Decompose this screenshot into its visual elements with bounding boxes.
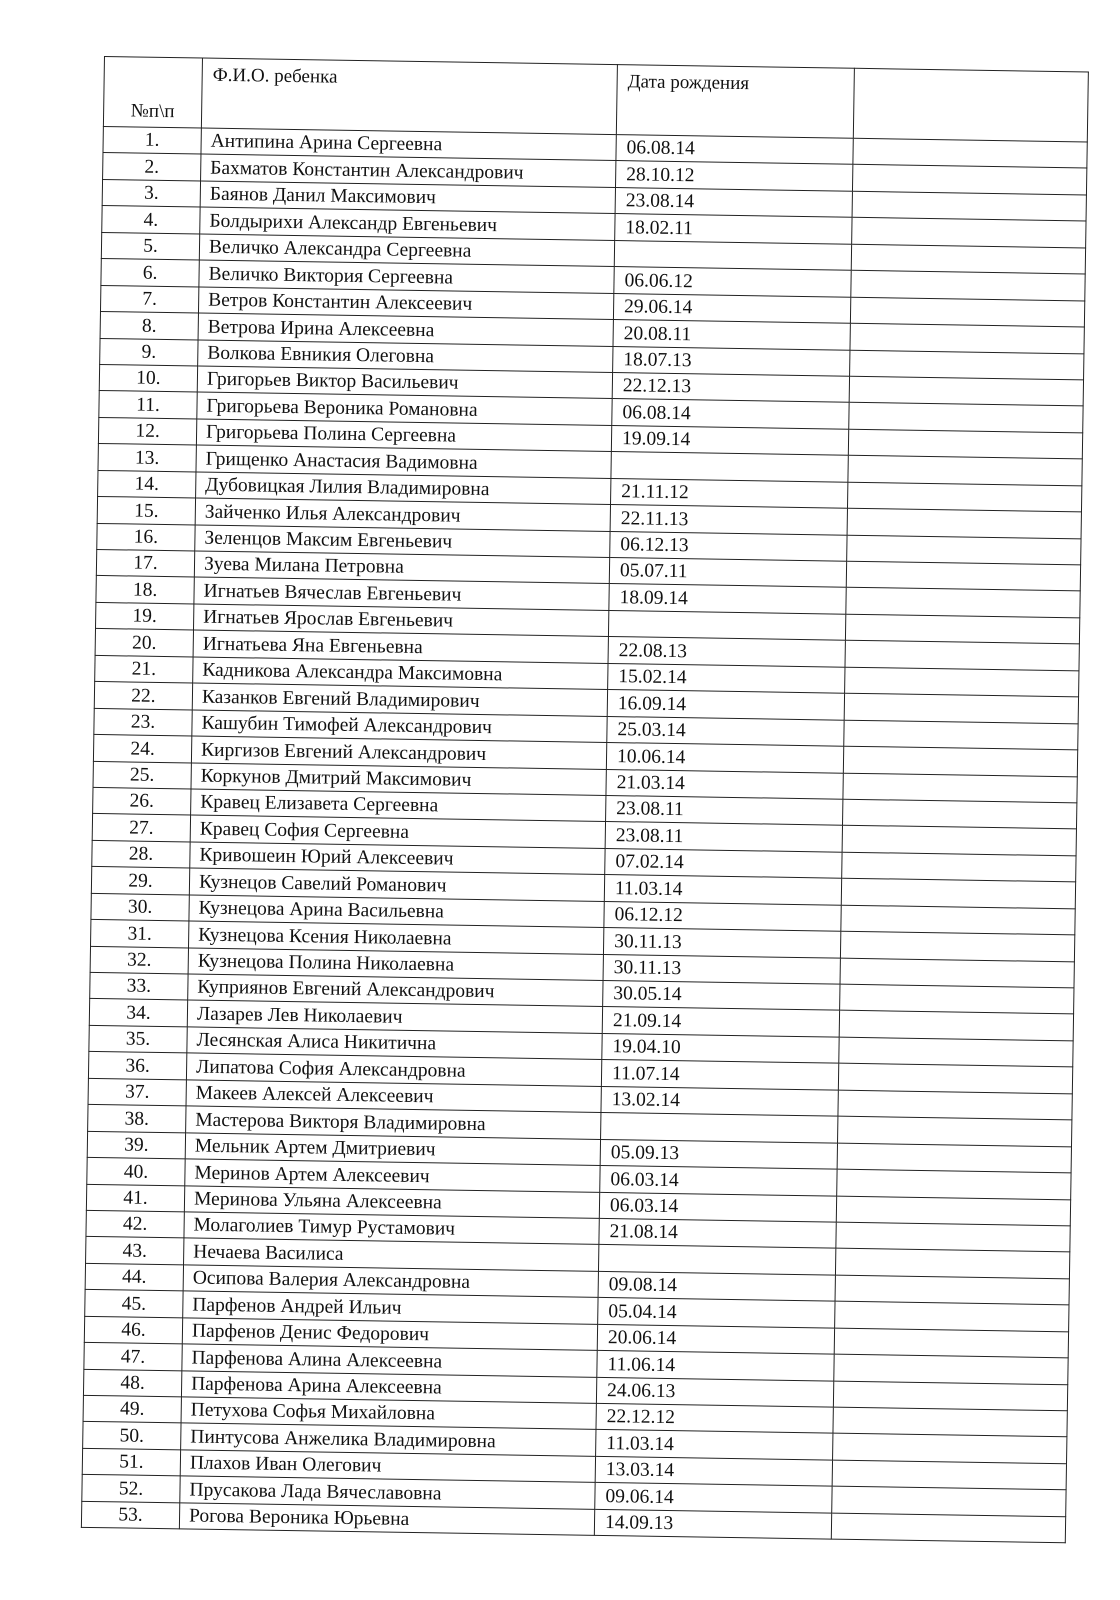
birth-date: 21.03.14 — [606, 769, 843, 799]
child-name: Антипина Арина Сергеевна — [201, 128, 616, 161]
row-number: 19. — [96, 602, 194, 630]
birth-date: 23.08.14 — [615, 187, 852, 217]
empty-cell — [852, 191, 1086, 221]
row-number: 8. — [100, 312, 198, 340]
child-name: Кузнецова Арина Васильевна — [189, 895, 604, 928]
empty-cell — [835, 1301, 1069, 1331]
child-name: Величко Виктория Сергеевна — [199, 260, 614, 293]
empty-cell — [842, 852, 1076, 882]
birth-date: 13.02.14 — [601, 1086, 838, 1116]
row-number: 46. — [84, 1316, 182, 1344]
empty-cell — [833, 1434, 1067, 1464]
birth-date: 10.06.14 — [606, 743, 843, 773]
child-name: Петухова Софья Михайловна — [181, 1397, 596, 1430]
child-name: Ветров Константин Алексеевич — [198, 287, 613, 320]
child-name: Дубовицкая Лилия Владимировна — [196, 472, 611, 505]
birth-date: 22.12.13 — [612, 372, 849, 402]
birth-date: 30.11.13 — [603, 928, 840, 958]
row-number: 5. — [101, 232, 199, 260]
scanned-sheet — [81, 56, 1088, 1543]
birth-date: 06.06.12 — [614, 267, 851, 297]
child-name: Величко Александра Сергеевна — [199, 234, 614, 267]
birth-date: 22.08.13 — [608, 637, 845, 667]
empty-cell — [833, 1381, 1067, 1411]
empty-cell — [838, 1090, 1072, 1120]
birth-date: 05.04.14 — [598, 1298, 835, 1328]
empty-cell — [832, 1460, 1066, 1490]
empty-cell — [842, 826, 1076, 856]
empty-cell — [840, 958, 1074, 988]
birth-date: 18.09.14 — [609, 584, 846, 614]
empty-cell — [851, 270, 1085, 300]
child-name: Макеев Алексей Алексеевич — [186, 1080, 601, 1113]
row-number: 36. — [88, 1052, 186, 1080]
row-number: 33. — [90, 972, 188, 1000]
birth-date: 06.12.13 — [610, 531, 847, 561]
row-number: 1. — [103, 126, 201, 154]
row-number: 45. — [85, 1290, 183, 1318]
birth-date: 20.06.14 — [597, 1324, 834, 1354]
row-number: 39. — [87, 1131, 185, 1159]
birth-date: 11.06.14 — [597, 1351, 834, 1381]
empty-cell — [850, 350, 1084, 380]
birth-date: 11.03.14 — [596, 1430, 833, 1460]
row-number: 13. — [98, 444, 196, 472]
empty-cell — [841, 905, 1075, 935]
row-number: 51. — [82, 1448, 180, 1476]
child-name: Парфенов Андрей Ильич — [183, 1291, 598, 1324]
empty-cell — [843, 799, 1077, 829]
row-number: 9. — [100, 338, 198, 366]
birth-date: 06.12.12 — [604, 901, 841, 931]
empty-cell — [844, 720, 1078, 750]
row-number: 25. — [93, 761, 191, 789]
child-name: Зеленцов Максим Евгеньевич — [195, 525, 610, 558]
empty-cell — [849, 403, 1083, 433]
birth-date: 22.11.13 — [610, 505, 847, 535]
birth-date: 23.08.11 — [606, 795, 843, 825]
row-number: 4. — [102, 206, 200, 234]
empty-cell — [847, 482, 1081, 512]
child-name: Зайченко Илья Александрович — [195, 498, 610, 531]
row-number: 18. — [96, 576, 194, 604]
row-number: 53. — [81, 1501, 179, 1529]
empty-cell — [831, 1513, 1065, 1543]
child-name: Нечаева Василиса — [184, 1238, 599, 1271]
row-number: 30. — [91, 893, 189, 921]
birth-date: 30.11.13 — [603, 954, 840, 984]
empty-cell — [834, 1354, 1068, 1384]
children-list-table — [81, 56, 1089, 1543]
child-name: Григорьева Полина Сергеевна — [196, 419, 611, 452]
birth-date: 11.07.14 — [601, 1060, 838, 1090]
row-number: 48. — [83, 1369, 181, 1397]
row-number: 35. — [89, 1025, 187, 1053]
empty-cell — [846, 561, 1080, 591]
birth-date: 28.10.12 — [615, 161, 852, 191]
child-name: Волкова Евникия Олеговна — [198, 340, 613, 373]
child-name: Парфенов Денис Федорович — [182, 1318, 597, 1351]
birth-date: 05.09.13 — [600, 1139, 837, 1169]
child-name: Игнатьева Яна Евгеньевна — [193, 630, 608, 663]
row-number: 52. — [82, 1475, 180, 1503]
row-number: 23. — [94, 708, 192, 736]
row-number: 21. — [95, 655, 193, 683]
child-name: Пинтусова Анжелика Владимировна — [181, 1423, 596, 1456]
empty-cell — [840, 984, 1074, 1014]
child-name: Коркунов Дмитрий Максимович — [191, 762, 606, 795]
child-name: Киргизов Евгений Александрович — [191, 736, 606, 769]
empty-cell — [835, 1249, 1069, 1279]
empty-cell — [850, 297, 1084, 327]
empty-cell — [836, 1222, 1070, 1252]
child-name: Кузнецова Полина Николаевна — [188, 947, 603, 980]
row-number: 20. — [95, 629, 193, 657]
birth-date — [614, 240, 851, 270]
row-number: 27. — [92, 814, 190, 842]
child-name: Куприянов Евгений Александрович — [188, 974, 603, 1007]
row-number: 28. — [92, 840, 190, 868]
birth-date: 29.06.14 — [613, 293, 850, 323]
row-number: 10. — [99, 364, 197, 392]
row-number: 32. — [90, 946, 188, 974]
child-name: Игнатьев Ярослав Евгеньевич — [193, 604, 608, 637]
birth-date: 09.06.14 — [595, 1483, 832, 1513]
birth-date — [611, 452, 848, 482]
empty-cell — [852, 218, 1086, 248]
birth-date: 20.08.11 — [613, 320, 850, 350]
child-name: Грищенко Анастасия Вадимовна — [196, 445, 611, 478]
row-number: 43. — [86, 1237, 184, 1265]
empty-cell — [844, 693, 1078, 723]
child-name: Лесянская Алиса Никитична — [187, 1027, 602, 1060]
birth-date: 24.06.13 — [596, 1377, 833, 1407]
birth-date: 18.02.11 — [615, 214, 852, 244]
empty-cell — [835, 1275, 1069, 1305]
child-name: Зуева Милана Петровна — [194, 551, 609, 584]
empty-cell — [838, 1063, 1072, 1093]
empty-cell — [850, 323, 1084, 353]
birth-date: 11.03.14 — [604, 875, 841, 905]
child-name: Осипова Валерия Александровна — [183, 1265, 598, 1298]
child-name: Григорьева Вероника Романовна — [197, 392, 612, 425]
child-name: Плахов Иван Олегович — [180, 1450, 595, 1483]
row-number: 41. — [86, 1184, 184, 1212]
child-name: Кривошеин Юрий Алексеевич — [190, 842, 605, 875]
row-number: 16. — [97, 523, 195, 551]
child-name: Баянов Данил Максимович — [200, 181, 615, 214]
birth-date: 06.08.14 — [616, 135, 853, 165]
empty-cell — [843, 746, 1077, 776]
row-number: 42. — [86, 1210, 184, 1238]
empty-cell — [837, 1143, 1071, 1173]
empty-cell — [837, 1169, 1071, 1199]
child-name: Игнатьев Вячеслав Евгеньевич — [194, 577, 609, 610]
empty-cell — [836, 1196, 1070, 1226]
empty-cell — [839, 1011, 1073, 1041]
child-name: Бахматов Константин Александрович — [201, 154, 616, 187]
birth-date: 21.11.12 — [611, 478, 848, 508]
row-number: 26. — [93, 787, 191, 815]
birth-date: 23.08.11 — [605, 822, 842, 852]
row-number: 14. — [98, 470, 196, 498]
row-number: 3. — [102, 179, 200, 207]
row-number: 44. — [85, 1263, 183, 1291]
child-name: Мастерова Викторя Владимировна — [186, 1106, 601, 1139]
child-name: Григорьев Виктор Васильевич — [197, 366, 612, 399]
row-number: 2. — [103, 153, 201, 181]
child-name: Прусакова Лада Вячеславовна — [180, 1476, 595, 1509]
empty-cell — [840, 931, 1074, 961]
child-name: Казанков Евгений Владимирович — [192, 683, 607, 716]
row-number: 22. — [94, 682, 192, 710]
child-name: Рогова Вероника Юрьевна — [179, 1503, 594, 1536]
row-number: 7. — [100, 285, 198, 313]
header-birth-date: Дата рождения — [616, 65, 854, 139]
child-name: Меринова Ульяна Алексеевна — [184, 1185, 599, 1218]
row-number: 34. — [89, 999, 187, 1027]
birth-date: 19.04.10 — [602, 1033, 839, 1063]
birth-date: 06.08.14 — [612, 399, 849, 429]
row-number: 50. — [83, 1422, 181, 1450]
empty-cell — [847, 535, 1081, 565]
row-number: 24. — [93, 734, 191, 762]
empty-cell — [838, 1116, 1072, 1146]
birth-date: 06.03.14 — [600, 1165, 837, 1195]
birth-date: 09.08.14 — [598, 1271, 835, 1301]
row-number: 31. — [91, 920, 189, 948]
row-number: 47. — [84, 1342, 182, 1370]
birth-date: 19.09.14 — [611, 425, 848, 455]
header-child-name: Ф.И.О. ребенка — [201, 58, 617, 135]
row-number: 15. — [97, 497, 195, 525]
row-number: 38. — [88, 1105, 186, 1133]
child-name: Кашубин Тимофей Александрович — [192, 710, 607, 743]
row-number: 17. — [96, 549, 194, 577]
birth-date: 21.08.14 — [599, 1218, 836, 1248]
row-number: 37. — [88, 1078, 186, 1106]
birth-date: 16.09.14 — [607, 690, 844, 720]
child-name: Молаголиев Тимур Рустамович — [184, 1212, 599, 1245]
birth-date — [598, 1245, 835, 1275]
birth-date: 30.05.14 — [603, 980, 840, 1010]
empty-cell — [845, 641, 1079, 671]
birth-date: 18.07.13 — [613, 346, 850, 376]
empty-cell — [845, 667, 1079, 697]
child-name: Болдырихи Александр Евгеньевич — [200, 207, 615, 240]
empty-cell — [839, 1037, 1073, 1067]
child-name: Кадникова Александра Максимовна — [193, 657, 608, 690]
child-name: Ветрова Ирина Алексеевна — [198, 313, 613, 346]
child-name: Парфенова Арина Алексеевна — [181, 1370, 596, 1403]
empty-cell — [852, 165, 1086, 195]
child-name: Лазарев Лев Николаевич — [187, 1000, 602, 1033]
birth-date: 13.03.14 — [595, 1456, 832, 1486]
header-number: №п\п — [103, 57, 202, 129]
birth-date: 25.03.14 — [607, 716, 844, 746]
birth-date: 14.09.13 — [594, 1509, 831, 1539]
child-name: Кузнецов Савелий Романович — [189, 868, 604, 901]
empty-cell — [834, 1328, 1068, 1358]
row-number: 49. — [83, 1395, 181, 1423]
row-number: 40. — [87, 1157, 185, 1185]
empty-cell — [832, 1486, 1066, 1516]
birth-date: 15.02.14 — [608, 663, 845, 693]
empty-cell — [846, 588, 1080, 618]
header-empty-column — [853, 68, 1088, 142]
row-number: 11. — [99, 391, 197, 419]
child-name: Мельник Артем Дмитриевич — [185, 1133, 600, 1166]
empty-cell — [845, 614, 1079, 644]
birth-date: 05.07.11 — [609, 558, 846, 588]
empty-cell — [847, 508, 1081, 538]
empty-cell — [841, 878, 1075, 908]
birth-date: 21.09.14 — [602, 1007, 839, 1037]
child-name: Кузнецова Ксения Николаевна — [189, 921, 604, 954]
child-name: Меринов Артем Алексеевич — [185, 1159, 600, 1192]
birth-date: 22.12.12 — [596, 1403, 833, 1433]
child-name: Парфенова Алина Алексеевна — [182, 1344, 597, 1377]
child-name: Липатова София Александровна — [186, 1053, 601, 1086]
row-number: 6. — [101, 259, 199, 287]
birth-date: 07.02.14 — [605, 848, 842, 878]
empty-cell — [848, 429, 1082, 459]
table-body — [81, 126, 1087, 1542]
row-number: 12. — [98, 417, 196, 445]
child-name: Кравец Елизавета Сергеевна — [191, 789, 606, 822]
row-number: 29. — [91, 867, 189, 895]
birth-date — [601, 1113, 838, 1143]
empty-cell — [833, 1407, 1067, 1437]
empty-cell — [853, 138, 1087, 168]
empty-cell — [849, 376, 1083, 406]
birth-date — [608, 610, 845, 640]
empty-cell — [851, 244, 1085, 274]
birth-date: 06.03.14 — [599, 1192, 836, 1222]
empty-cell — [843, 773, 1077, 803]
empty-cell — [848, 455, 1082, 485]
child-name: Кравец София Сергеевна — [190, 815, 605, 848]
